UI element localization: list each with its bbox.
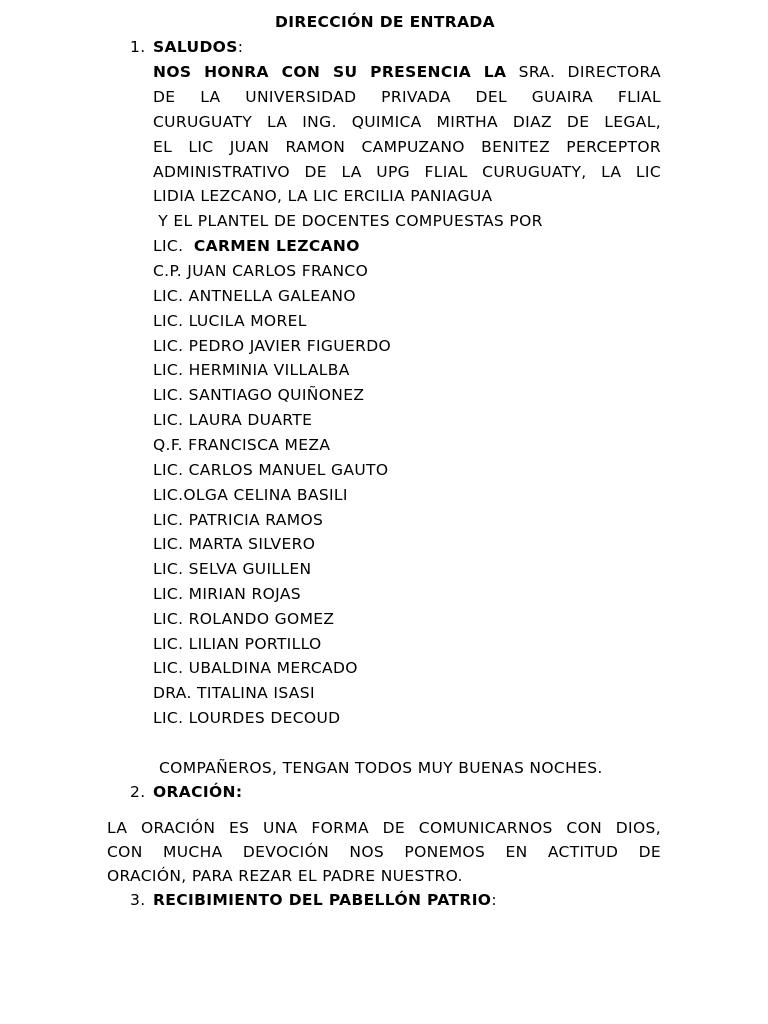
section-1-paragraph-line: EL LIC JUAN RAMON CAMPUZANO BENITEZ PERCEPTOR — [153, 138, 661, 156]
teacher-list-item: LIC. ANTNELLA GALEANO — [153, 287, 356, 305]
teacher-list-item: LIC. UBALDINA MERCADO — [153, 659, 358, 677]
section-1-intro-bold: NOS HONRA CON SU PRESENCIA LA — [153, 63, 507, 81]
section-1-heading-line — [153, 37, 243, 57]
section-1-intro-rest: SRA. DIRECTORA — [506, 63, 661, 81]
teacher-list-item — [153, 236, 360, 256]
section-1-paragraph-line: ADMINISTRATIVO DE LA UPG FLIAL CURUGUATY, LA LIC — [153, 163, 661, 181]
teacher-list-item: LIC. PEDRO JAVIER FIGUERDO — [153, 337, 392, 355]
teacher-name: CARMEN LEZCANO — [193, 237, 360, 255]
teacher-list-item: LIC. ROLANDO GOMEZ — [153, 610, 335, 628]
section-2-paragraph-line: CON MUCHA DEVOCIÓN NOS PONEMOS EN ACTITUD DE — [107, 843, 661, 861]
teacher-list-item: LIC. LILIAN PORTILLO — [153, 635, 322, 653]
section-1-heading-suffix: : — [237, 38, 244, 56]
section-3-heading: RECIBIMIENTO DEL PABELLÓN PATRIO — [153, 891, 492, 909]
section-2-heading: ORACIÓN: — [153, 783, 243, 801]
section-3-heading-line — [153, 890, 497, 910]
teacher-prefix: LIC. — [153, 237, 194, 255]
greeting-line: COMPAÑEROS, TENGAN TODOS MUY BUENAS NOCHES. — [159, 759, 603, 777]
teacher-list-item: LIC.OLGA CELINA BASILI — [153, 486, 348, 504]
section-1-paragraph-last-line: LIDIA LEZCANO, LA LIC ERCILIA PANIAGUA — [153, 187, 493, 205]
teacher-list-item: LIC. SANTIAGO QUIÑONEZ — [153, 386, 365, 404]
teacher-list-item: DRA. TITALINA ISASI — [153, 684, 315, 702]
section-1-intro-line — [153, 62, 661, 82]
teacher-list-item: LIC. MARTA SILVERO — [153, 535, 316, 553]
section-3-number: 3. — [130, 891, 146, 909]
section-2-paragraph-line: LA ORACIÓN ES UNA FORMA DE COMUNICARNOS CON DIOS, — [107, 819, 661, 837]
section-2-paragraph-last-line: ORACIÓN, PARA REZAR EL PADRE NUESTRO. — [107, 867, 463, 885]
teacher-list-item: LIC. LUCILA MOREL — [153, 312, 307, 330]
teacher-list-item: Q.F. FRANCISCA MEZA — [153, 436, 331, 454]
teacher-list-item: LIC. LOURDES DECOUD — [153, 709, 341, 727]
section-1-heading: SALUDOS — [153, 38, 238, 56]
document-title: DIRECCIÓN DE ENTRADA — [275, 13, 495, 31]
teacher-list-item: C.P. JUAN CARLOS FRANCO — [153, 262, 369, 280]
teacher-list-item: LIC. CARLOS MANUEL GAUTO — [153, 461, 389, 479]
section-3-heading-suffix: : — [491, 891, 497, 909]
teacher-list-item: LIC. PATRICIA RAMOS — [153, 511, 324, 529]
plantel-line: Y EL PLANTEL DE DOCENTES COMPUESTAS POR — [153, 212, 543, 230]
section-1-number: 1. — [130, 38, 146, 56]
teacher-list-item: LIC. LAURA DUARTE — [153, 411, 313, 429]
section-2-number: 2. — [130, 783, 146, 801]
section-1-paragraph-line: CURUGUATY LA ING. QUIMICA MIRTHA DIAZ DE LEGAL, — [153, 113, 661, 131]
section-1-paragraph-line: DE LA UNIVERSIDAD PRIVADA DEL GUAIRA FLIAL — [153, 88, 661, 106]
teacher-list-item: LIC. HERMINIA VILLALBA — [153, 361, 350, 379]
teacher-list-item: LIC. SELVA GUILLEN — [153, 560, 312, 578]
teacher-list-item: LIC. MIRIAN ROJAS — [153, 585, 301, 603]
